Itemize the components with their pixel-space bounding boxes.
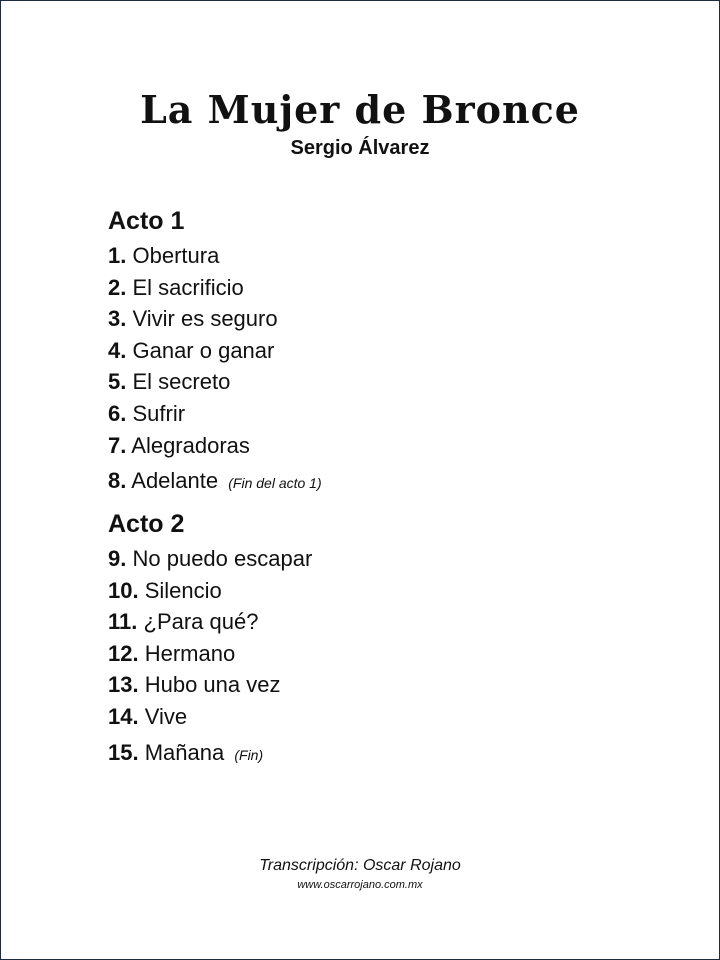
track-number: 11. [108, 609, 138, 635]
track-item [108, 398, 322, 430]
transcription-credit: Transcripción: Oscar Rojano [259, 857, 461, 874]
track-number: 15. [108, 739, 139, 765]
track-title: Vive [144, 703, 188, 729]
track-title: El sacrificio [132, 274, 244, 300]
document-author: Sergio Álvarez [290, 137, 430, 159]
website-text: www.oscarrojano.com.mx [297, 879, 423, 891]
track-title: Mañana [144, 739, 225, 765]
track-item [108, 303, 322, 335]
act-1-heading: Acto 1 [108, 207, 185, 235]
track-number: 8. [108, 468, 127, 494]
track-item [108, 737, 312, 772]
track-item [108, 335, 322, 367]
track-item [108, 465, 322, 500]
track-number: 5. [108, 369, 127, 395]
track-title: Obertura [132, 243, 220, 268]
track-title: Adelante [131, 468, 219, 494]
track-item [108, 575, 312, 607]
track-item [108, 430, 322, 462]
track-item [108, 606, 312, 638]
track-title: Hubo una vez [144, 672, 281, 698]
track-title: Silencio [144, 577, 222, 603]
track-item [108, 240, 322, 272]
track-note: (Fin del acto 1) [228, 475, 322, 492]
track-title: Sufrir [132, 400, 186, 426]
track-number: 6. [108, 400, 127, 426]
act-2-section [108, 507, 312, 771]
track-title: ¿Para qué? [143, 609, 259, 635]
track-number: 3. [108, 306, 127, 332]
track-number: 13. [108, 672, 139, 698]
track-title: Ganar o ganar [132, 337, 275, 363]
track-item [108, 701, 312, 733]
act-1-section [108, 204, 322, 500]
track-title: Alegradoras [131, 432, 250, 458]
track-number: 12. [108, 640, 139, 666]
track-item [108, 669, 312, 701]
track-title: Hermano [144, 640, 236, 666]
track-number: 2. [108, 274, 127, 300]
track-number: 1. [108, 243, 127, 268]
track-title: El secreto [132, 369, 231, 395]
track-item [108, 543, 312, 575]
track-note: (Fin) [234, 746, 264, 763]
track-number: 10. [108, 577, 139, 603]
act-2-heading: Acto 2 [108, 510, 185, 538]
track-number: 4. [108, 337, 127, 363]
track-item [108, 272, 322, 304]
track-title: No puedo escapar [132, 546, 313, 571]
track-item [108, 638, 312, 670]
track-number: 7. [108, 432, 127, 458]
document-title: La Mujer de Bronce [140, 87, 580, 132]
track-number: 14. [108, 703, 139, 729]
track-item [108, 366, 322, 398]
track-title: Vivir es seguro [132, 306, 278, 332]
track-number: 9. [108, 546, 127, 571]
